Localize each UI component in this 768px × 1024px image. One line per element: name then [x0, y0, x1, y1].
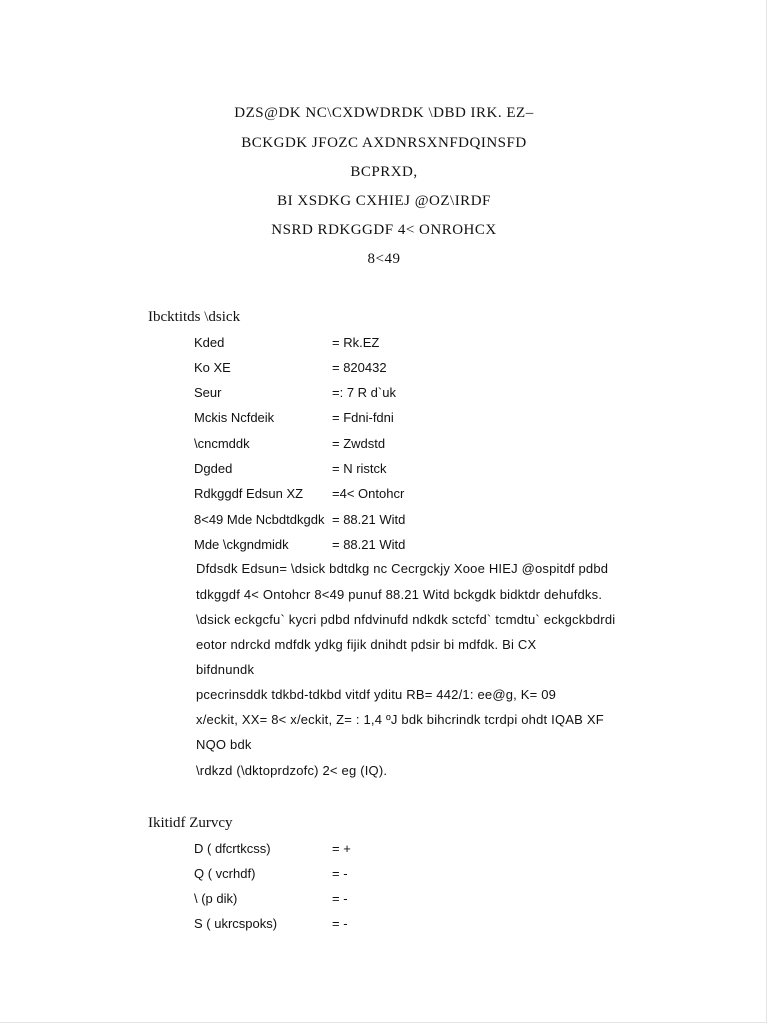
paragraph-line: NQO bdk [196, 737, 252, 752]
header-line-5: NSRD RDKGGDF 4< ONROHCX [271, 222, 497, 238]
field-value: = 88.21 Witd [332, 512, 406, 527]
paragraph-line: Dfdsdk Edsun= \dsick bdtdkg nc Cecrgckjy Xooe HIEJ @ospitdf pdbd [196, 561, 609, 576]
paragraph-line: eotor ndrckd mdfdk ydkg fijik dnihdt pdsir bi mdfdk. Bi CX [196, 637, 537, 652]
header-line-3: BCPRXD, [350, 164, 418, 180]
field-label: \cncmddk [194, 436, 250, 451]
survey-label: D ( dfcrtkcss) [194, 841, 271, 856]
survey-label: Q ( vcrhdf) [194, 866, 256, 881]
field-value: =4< Ontohcr [332, 486, 405, 501]
field-value: = 820432 [332, 360, 387, 375]
field-label: Ko XE [194, 360, 231, 375]
field-label: Mde \ckgndmidk [194, 537, 289, 552]
paragraph-line: tdkggdf 4< Ontohcr 8<49 punuf 88.21 Witd bckgdk bidktdr dehufdks. [196, 587, 603, 602]
field-value: = Rk.EZ [332, 335, 380, 350]
paragraph-line: \dsick eckgcfu` kycri pdbd nfdvinufd ndkdk sctcfd` tcmdtu` eckgckbdrdi [196, 612, 616, 627]
field-label: Dgded [194, 461, 233, 476]
paragraph-line: pcecrinsddk tdkbd-tdkbd vitdf yditu RB= 442/1: ee@g, K= 09 [196, 687, 557, 702]
field-label: 8<49 Mde Ncbdtdkgdk [194, 512, 325, 527]
field-label: Seur [194, 385, 222, 400]
survey-label: S ( ukrcspoks) [194, 916, 278, 931]
paragraph-line: x/eckit, XX= 8< x/eckit, Z= : 1,4 ºJ bdk bihcrindk tcrdpi ohdt IQAB XF [196, 712, 604, 727]
survey-value: = - [332, 891, 348, 906]
header-line-1: DZS@DK NC\CXDWDRDK \DBD IRK. EZ– [234, 105, 534, 121]
survey-value: = + [332, 841, 351, 856]
field-label: Mckis Ncfdeik [194, 410, 275, 425]
field-value: = 88.21 Witd [332, 537, 406, 552]
field-value: =: 7 R d`uk [332, 385, 396, 400]
field-value: = Zwdstd [332, 436, 386, 451]
paragraph-line: bifdnundk [196, 662, 255, 677]
field-label: Kded [194, 335, 225, 350]
field-value: = Fdni-fdni [332, 410, 394, 425]
field-label: Rdkggdf Edsun XZ [194, 486, 304, 501]
survey-value: = - [332, 916, 348, 931]
section-title-1: Ibcktitds \dsick [148, 309, 241, 325]
paragraph-line: \rdkzd (\dktoprdzofc) 2< eg (IQ). [196, 763, 388, 778]
header-line-2: BCKGDK JFOZC AXDNRSXNFDQINSFD [241, 135, 527, 151]
header-line-4: BI XSDKG CXHIEJ @OZ\IRDF [277, 193, 491, 209]
survey-value: = - [332, 866, 348, 881]
field-value: = N ristck [332, 461, 387, 476]
header-line-6: 8<49 [367, 251, 401, 267]
survey-label: \ (p dik) [194, 891, 238, 906]
section-title-2: Ikitidf Zurvcy [148, 815, 233, 831]
